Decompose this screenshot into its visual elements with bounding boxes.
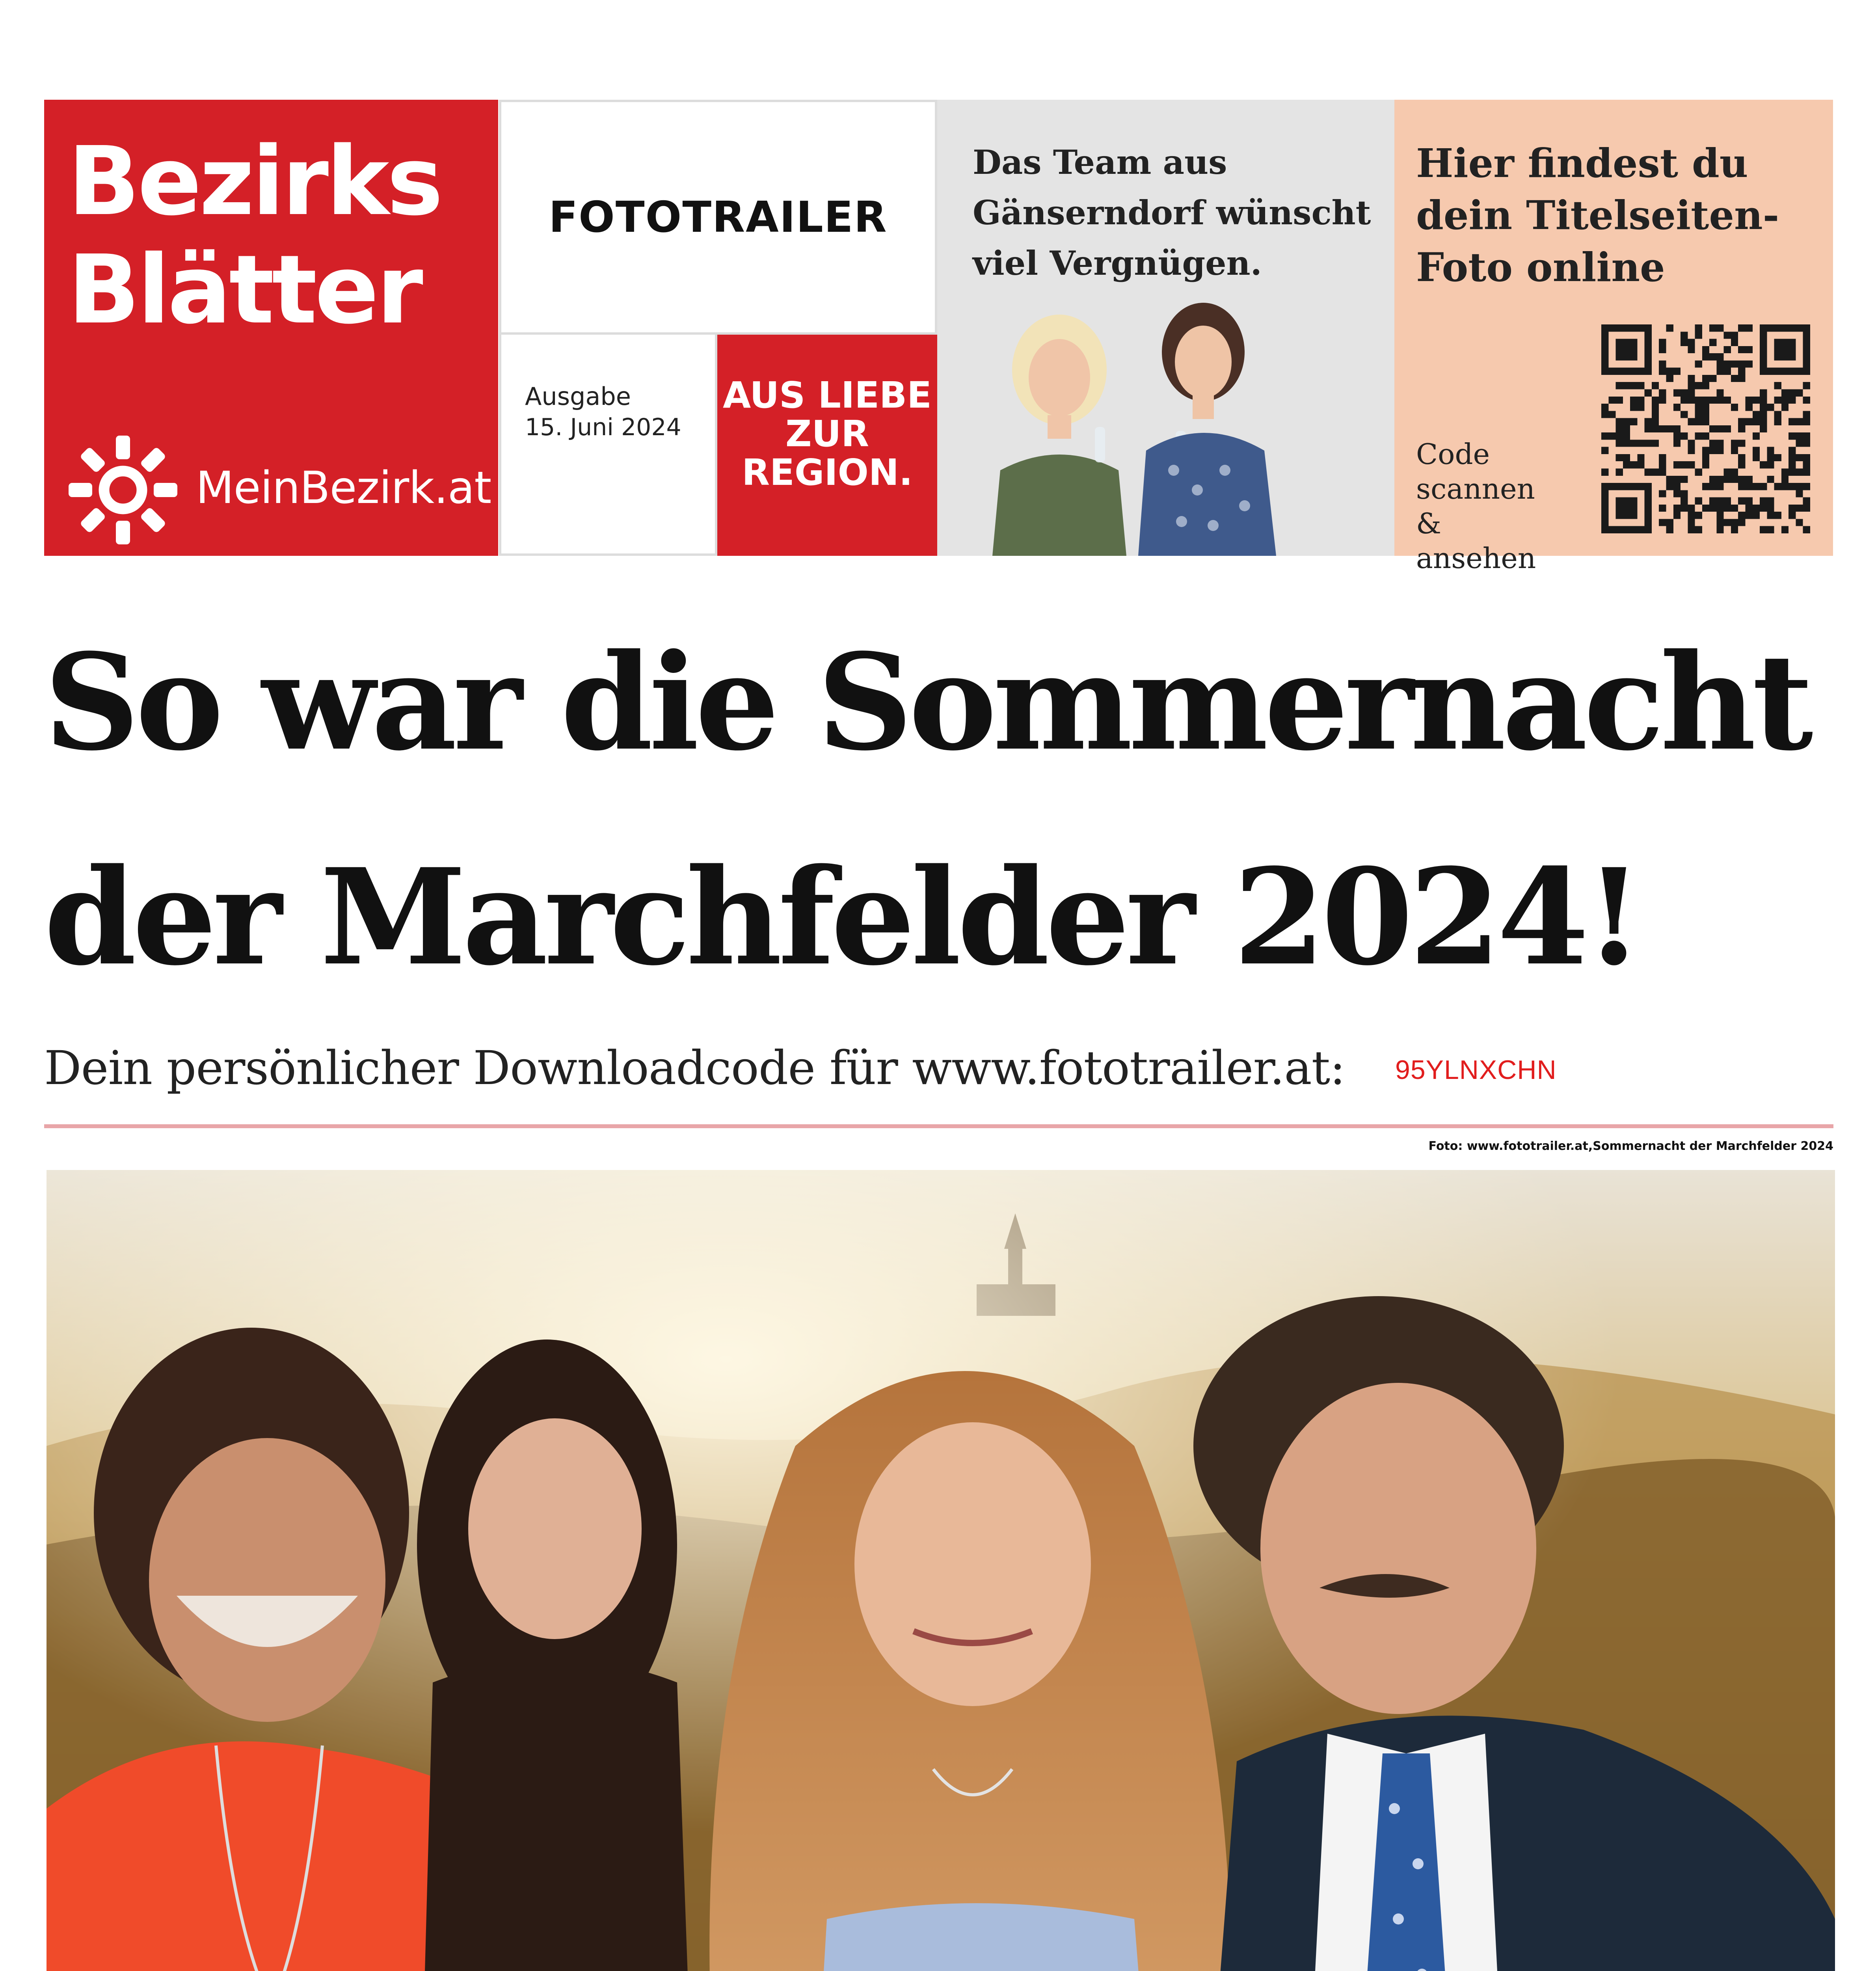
slogan-cell	[717, 335, 937, 556]
team-line-1: Das Team aus	[973, 143, 1227, 182]
team-line-3: viel Vergnügen.	[973, 244, 1262, 283]
qr-title	[1416, 137, 1826, 293]
qr-caption-line-3: & ansehen	[1416, 507, 1536, 575]
slogan-line-2: ZUR	[785, 413, 869, 455]
download-code: 95YLNXCHN	[1395, 1055, 1557, 1085]
bezirksblaetter-logo-block	[44, 100, 498, 556]
edition-cell	[499, 335, 717, 556]
divider	[44, 1124, 1833, 1128]
qr-caption-line-1: Code	[1416, 438, 1490, 471]
qr-caption	[1416, 437, 1566, 576]
team-photo	[977, 285, 1292, 556]
slogan-line-3: REGION.	[742, 451, 913, 494]
headline	[44, 595, 1833, 1025]
photo-credit: Foto: www.fototrailer.at,Sommernacht der Marchfelder 2024	[1428, 1139, 1833, 1153]
section-label-cell	[499, 100, 937, 335]
qr-caption-line-2: scannen	[1416, 472, 1535, 505]
main-photo	[47, 1170, 1835, 1971]
edition-label: Ausgabe	[525, 382, 631, 411]
team-greeting-cell	[937, 100, 1394, 556]
headline-line-2: der Marchfelder 2024!	[44, 840, 1639, 995]
qr-code-icon[interactable]	[1601, 324, 1810, 533]
team-line-2: Gänserndorf wünscht	[973, 193, 1371, 232]
download-code-label: Dein persönlicher Downloadcode für www.fototrailer.at:	[44, 1041, 1345, 1095]
team-greeting	[973, 137, 1390, 289]
section-label: FOTOTRAILER	[549, 192, 888, 242]
qr-title-line-2: dein Titelseiten-	[1416, 192, 1779, 238]
logo-line-2: Blätter	[68, 235, 421, 345]
logo-site-name: MeinBezirk.at	[196, 462, 491, 514]
headline-line-1: So war die Sommernacht	[44, 625, 1809, 780]
qr-title-line-1: Hier findest du	[1416, 140, 1748, 186]
logo-wordmark	[68, 127, 482, 344]
slogan-line-1: AUS LIEBE	[722, 374, 932, 416]
slogan	[717, 376, 937, 492]
logo-line-1: Bezirks	[68, 126, 441, 237]
qr-cell	[1394, 100, 1833, 575]
qr-title-line-3: Foto online	[1416, 244, 1665, 291]
edition-date: 15. Juni 2024	[525, 414, 681, 441]
sun-logo-icon	[64, 431, 182, 549]
